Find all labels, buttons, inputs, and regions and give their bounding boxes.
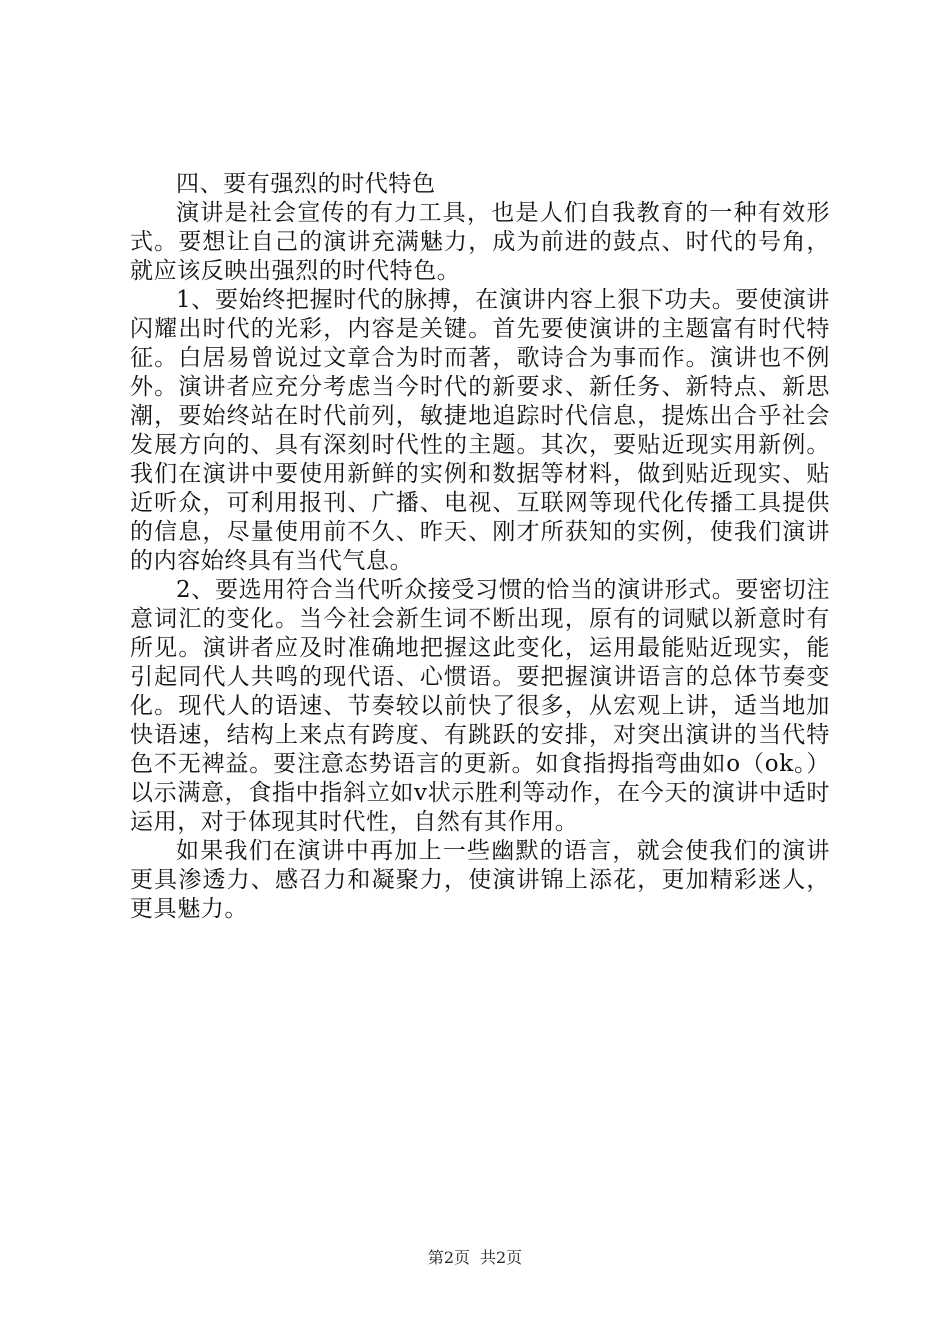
paragraph-intro: 演讲是社会宣传的有力工具，也是人们自我教育的一种有效形式。要想让自己的演讲充满魅力，成为前进的鼓点、时代的号角，就应该反映出强烈的时代特色。 [130, 200, 830, 284]
section-heading: 四、要有强烈的时代特色 [176, 171, 436, 197]
paragraph-point-2: 2、要选用符合当代听众接受习惯的恰当的演讲形式。要密切注意词汇的变化。当今社会新生词不断出现，原有的词赋以新意时有所见。演讲者应及时准确地把握这此变化，运用最能贴近现实，能引起同代人共鸣的现代语、心惯语。要把握演讲语言的总体节奏变化。现代人的语速、节奏较以前快了很多，从宏观上讲，适当地加快语速，结构上来点有跨度、有跳跃的安排，对突出演讲的当代特色不无裨益。要注意态势语言的更新。如食指拇指弯曲如o（ok。）以示满意，食指中指斜立如v状示胜利等动作，在今天的演讲中适时运用，对于体现其时代性，自然有其作用。 [130, 577, 830, 835]
paragraph-conclusion: 如果我们在演讲中再加上一些幽默的语言，就会使我们的演讲更具渗透力、感召力和凝聚力，使演讲锦上添花，更加精彩迷人，更具魅力。 [130, 838, 830, 922]
page-total: 共2页 [480, 1248, 523, 1267]
document-body [130, 170, 830, 924]
paragraph-point-1: 1、要始终把握时代的脉搏，在演讲内容上狠下功夫。要使演讲闪耀出时代的光彩，内容是关键。首先要使演讲的主题富有时代特征。白居易曾说过文章合为时而著，歌诗合为事而作。演讲也不例外。演讲者应充分考虑当今时代的新要求、新任务、新特点、新思潮，要始终站在时代前列，敏捷地追踪时代信息，提炼出合乎社会发展方向的、具有深刻时代性的主题。其次，要贴近现实用新例。我们在演讲中要使用新鲜的实例和数据等材料，做到贴近现实、贴近听众，可利用报刊、广播、电视、互联网等现代化传播工具提供的信息，尽量使用前不久、昨天、刚才所获知的实例，使我们演讲的内容始终具有当代气息。 [130, 287, 830, 574]
page-footer [0, 1245, 950, 1268]
page-number: 第2页 [427, 1248, 470, 1267]
